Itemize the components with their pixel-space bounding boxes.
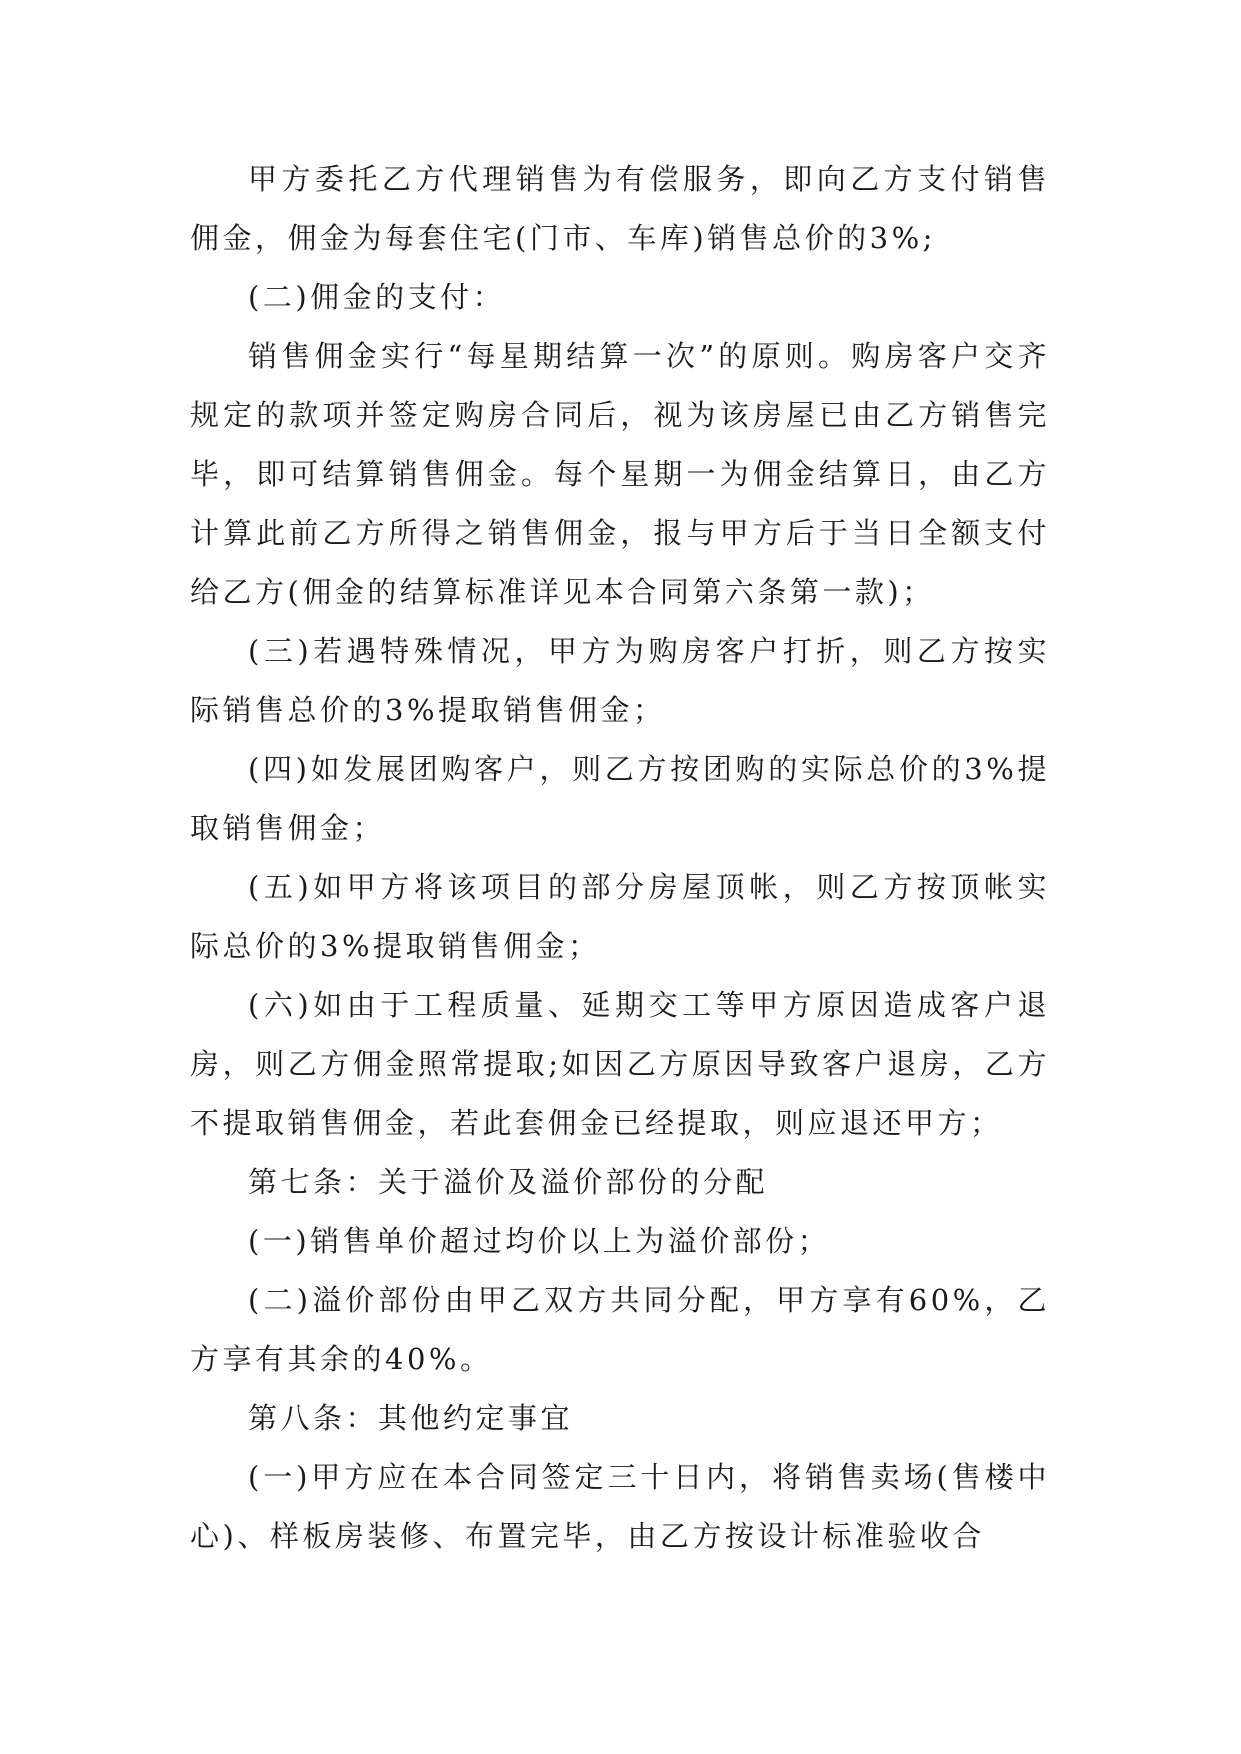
paragraph-commission-payment-heading: (二)佣金的支付：: [248, 280, 506, 314]
paragraph-commission-terms: 甲方委托乙方代理销售为有偿服务，即向乙方支付销售佣金，佣金为每套住宅(门市、车库)销售总价的3%;: [190, 162, 1050, 255]
paragraph-offset-accounts: (五)如甲方将该项目的部分房屋顶帐，则乙方按顶帐实际总价的3%提取销售佣金；: [190, 870, 1050, 963]
document-body: [190, 150, 1050, 1566]
paragraph-premium-split: (二)溢价部份由甲乙双方共同分配，甲方享有60%，乙方享有其余的40%。: [190, 1283, 1050, 1376]
paragraph-article-seven-heading: 第七条：关于溢价及溢价部份的分配: [248, 1165, 769, 1199]
paragraph-premium-definition: (一)销售单价超过均价以上为溢价部份；: [248, 1224, 831, 1258]
paragraph-weekly-settlement: 销售佣金实行“每星期结算一次”的原则。购房客户交齐规定的款项并签定购房合同后，视为该房屋已由乙方销售完毕，即可结算销售佣金。每个星期一为佣金结算日，由乙方计算此前乙方所得之销售佣金，报与甲方后于当日全额支付给乙方(佣金的结算标准详见本合同第六条第一款)；: [190, 339, 1050, 609]
paragraph-discount-case: (三)若遇特殊情况，甲方为购房客户打折，则乙方按实际销售总价的3%提取销售佣金；: [190, 634, 1050, 727]
paragraph-sales-venue: (一)甲方应在本合同签定三十日内，将销售卖场(售楼中心)、样板房装修、布置完毕，由乙方按设计标准验收合: [190, 1460, 1050, 1553]
paragraph-group-purchase: (四)如发展团购客户，则乙方按团购的实际总价的3%提取销售佣金；: [190, 752, 1050, 845]
paragraph-article-eight-heading: 第八条：其他约定事宜: [248, 1401, 574, 1435]
paragraph-refund-case: (六)如由于工程质量、延期交工等甲方原因造成客户退房，则乙方佣金照常提取;如因乙方原因导致客户退房，乙方不提取销售佣金，若此套佣金已经提取，则应退还甲方；: [190, 988, 1050, 1140]
